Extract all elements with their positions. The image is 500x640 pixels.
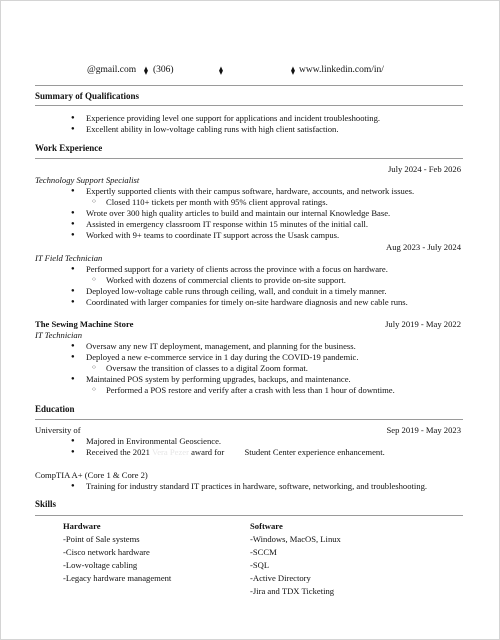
- award-name: Vera Pezer: [151, 447, 189, 457]
- job-sub-bullet: ○ Oversaw the transition of classes to a digital Zoom format.: [106, 363, 308, 373]
- work-heading: Work Experience: [35, 143, 103, 153]
- contact-line: [1, 65, 500, 77]
- job-bullet: ● Oversaw any new IT deployment, management, and planning for the business.: [86, 341, 356, 351]
- hardware-heading: Hardware: [63, 521, 101, 531]
- job-title: Technology Support Specialist: [35, 175, 140, 185]
- education-bullet: [86, 447, 385, 457]
- job-sub-bullet: ○ Closed 110+ tickets per month with 95% client approval ratings.: [106, 197, 328, 207]
- divider: [35, 515, 463, 516]
- job-title: IT Field Technician: [35, 253, 103, 263]
- job-bullet: ● Performed support for a variety of clients across the province with a focus on hardware.: [86, 264, 388, 274]
- separator-icon: ⧫: [291, 66, 295, 75]
- job-bullet: ● Coordinated with larger companies for timely on-site hardware diagnosis and new cable runs.: [86, 297, 408, 307]
- hardware-skill: -Cisco network hardware: [63, 547, 150, 557]
- education-bullet: ● Majored in Environmental Geoscience.: [86, 436, 221, 446]
- job-dates: Aug 2023 - July 2024: [386, 242, 461, 252]
- software-skill: -SCCM: [250, 547, 277, 557]
- summary-heading: Summary of Qualifications: [35, 91, 140, 101]
- separator-icon: ⧫: [144, 66, 148, 75]
- skills-heading: Skills: [35, 499, 57, 509]
- award-text: Student Center experience enhancement.: [244, 447, 385, 457]
- job-bullet: ● Expertly supported clients with their campus software, hardware, accounts, and network issues.: [86, 186, 414, 196]
- job-sub-bullet: ○ Worked with dozens of commercial clients to provide on-site support.: [106, 275, 346, 285]
- award-text: award for: [191, 447, 225, 457]
- job-bullet: ● Wrote over 300 high quality articles to build and maintain our internal Knowledge Base.: [86, 208, 390, 218]
- summary-bullet: ● Excellent ability in low-voltage cabling runs with high client satisfaction.: [86, 124, 339, 134]
- hardware-skill: -Point of Sale systems: [63, 534, 140, 544]
- certification-name: CompTIA A+ (Core 1 & Core 2): [35, 470, 148, 480]
- contact-email: @gmail.com: [87, 65, 137, 75]
- contact-linkedin: www.linkedin.com/in/: [299, 65, 384, 75]
- job-bullet: ● Worked with 9+ teams to coordinate IT support across the Usask campus.: [86, 230, 339, 240]
- job-sub-bullet: ○ Performed a POS restore and verify after a crash with less than 1 hour of downtime.: [106, 385, 395, 395]
- divider: [35, 105, 463, 106]
- divider: [35, 85, 463, 86]
- certification-bullet: ● Training for industry standard IT practices in hardware, software, networking, and troubleshooting.: [86, 481, 427, 491]
- software-skill: -Active Directory: [250, 573, 311, 583]
- job-bullet: ● Deployed low-voltage cable runs through ceiling, wall, and conduit in a timely manner.: [86, 286, 386, 296]
- award-text: Received the 2021: [86, 447, 150, 457]
- divider: [35, 158, 463, 159]
- company-name: The Sewing Machine Store: [35, 319, 134, 329]
- hardware-skill: -Low-voltage cabling: [63, 560, 138, 570]
- job-bullet: ● Assisted in emergency classroom IT response within 15 minutes of the initial call.: [86, 219, 368, 229]
- hardware-skill: -Legacy hardware management: [63, 573, 172, 583]
- software-heading: Software: [250, 521, 283, 531]
- education-heading: Education: [35, 404, 75, 414]
- software-skill: -Jira and TDX Ticketing: [250, 586, 335, 596]
- job-dates: July 2019 - May 2022: [385, 319, 461, 329]
- job-title: IT Technician: [35, 330, 83, 340]
- job-bullet: ● Deployed a new e-commerce service in 1 day during the COVID-19 pandemic.: [86, 352, 359, 362]
- education-dates: Sep 2019 - May 2023: [386, 425, 461, 435]
- divider: [35, 419, 463, 420]
- school-name: University of: [35, 425, 81, 435]
- summary-bullet: ● Experience providing level one support for applications and incident troubleshooting.: [86, 113, 380, 123]
- separator-icon: ⧫: [219, 66, 223, 75]
- software-skill: -SQL: [250, 560, 270, 570]
- software-skill: -Windows, MacOS, Linux: [250, 534, 341, 544]
- job-bullet: ● Maintained POS system by performing upgrades, backups, and maintenance.: [86, 374, 351, 384]
- contact-phone: (306): [153, 65, 174, 75]
- job-dates: July 2024 - Feb 2026: [387, 164, 461, 174]
